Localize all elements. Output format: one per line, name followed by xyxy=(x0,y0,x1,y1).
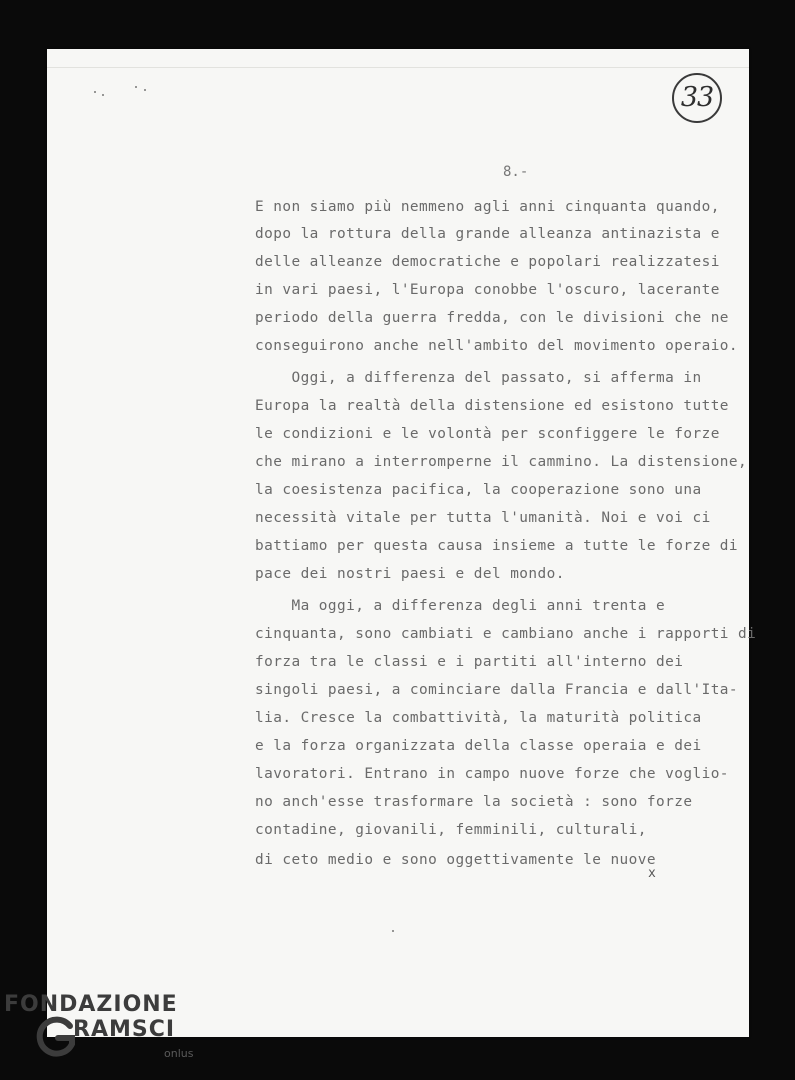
typewriter-strike-mark: x xyxy=(648,866,656,881)
typewritten-text xyxy=(47,49,757,1037)
text-line: forza tra le classi e i partiti all'interno dei xyxy=(255,654,684,670)
text-line: di ceto medio e sono oggettivamente le nuove xyxy=(255,852,657,868)
text-line: no anch'esse trasformare la società : sono forze xyxy=(255,794,693,810)
text-line: contadine, giovanili, femminili, culturali, xyxy=(255,822,647,838)
text-line: lia. Cresce la combattività, la maturità politica xyxy=(255,710,702,726)
text-line: dopo la rottura della grande alleanza antinazista e xyxy=(255,226,720,242)
text-line: Ma oggi, a differenza degli anni trenta e xyxy=(255,598,666,614)
logo-text-line1: FONDAZIONE xyxy=(4,992,178,1017)
g-letter-icon xyxy=(34,1016,78,1062)
logo-text-line2: RAMSCI xyxy=(73,1017,176,1042)
logo-text-line3: onlus xyxy=(164,1047,194,1060)
text-line: che mirano a interromperne il cammino. La distensione, xyxy=(255,454,748,470)
document-page xyxy=(47,49,757,1037)
text-line: periodo della guerra fredda, con le divisioni che ne xyxy=(255,310,729,326)
text-line: conseguirono anche nell'ambito del movimento operaio. xyxy=(255,338,739,354)
text-line: cinquanta, sono cambiati e cambiano anche i rapporti di xyxy=(255,626,757,642)
text-line: singoli paesi, a cominciare dalla Francia e dall'Ita- xyxy=(255,682,739,698)
fondazione-gramsci-logo xyxy=(4,992,204,1072)
text-line: pace dei nostri paesi e del mondo. xyxy=(255,566,565,582)
text-line: battiamo per questa causa insieme a tutte le forze di xyxy=(255,538,739,554)
text-line: le condizioni e le volontà per sconfiggere le forze xyxy=(255,426,720,442)
folio-number: 33 xyxy=(672,73,722,123)
text-line: in vari paesi, l'Europa conobbe l'oscuro, lacerante xyxy=(255,282,720,298)
text-line: Oggi, a differenza del passato, si afferma in xyxy=(255,370,702,386)
text-line: Europa la realtà della distensione ed esistono tutte xyxy=(255,398,729,414)
text-line: la coesistenza pacifica, la cooperazione sono una xyxy=(255,482,702,498)
text-line: delle alleanze democratiche e popolari realizzatesi xyxy=(255,254,720,270)
text-line: necessità vitale per tutta l'umanità. Noi e voi ci xyxy=(255,510,711,526)
text-line: E non siamo più nemmeno agli anni cinquanta quando, xyxy=(255,199,720,215)
text-line: e la forza organizzata della classe operaia e dei xyxy=(255,738,702,754)
text-line: lavoratori. Entrano in campo nuove forze che voglio- xyxy=(255,766,729,782)
page-number: 8.- xyxy=(503,164,529,180)
